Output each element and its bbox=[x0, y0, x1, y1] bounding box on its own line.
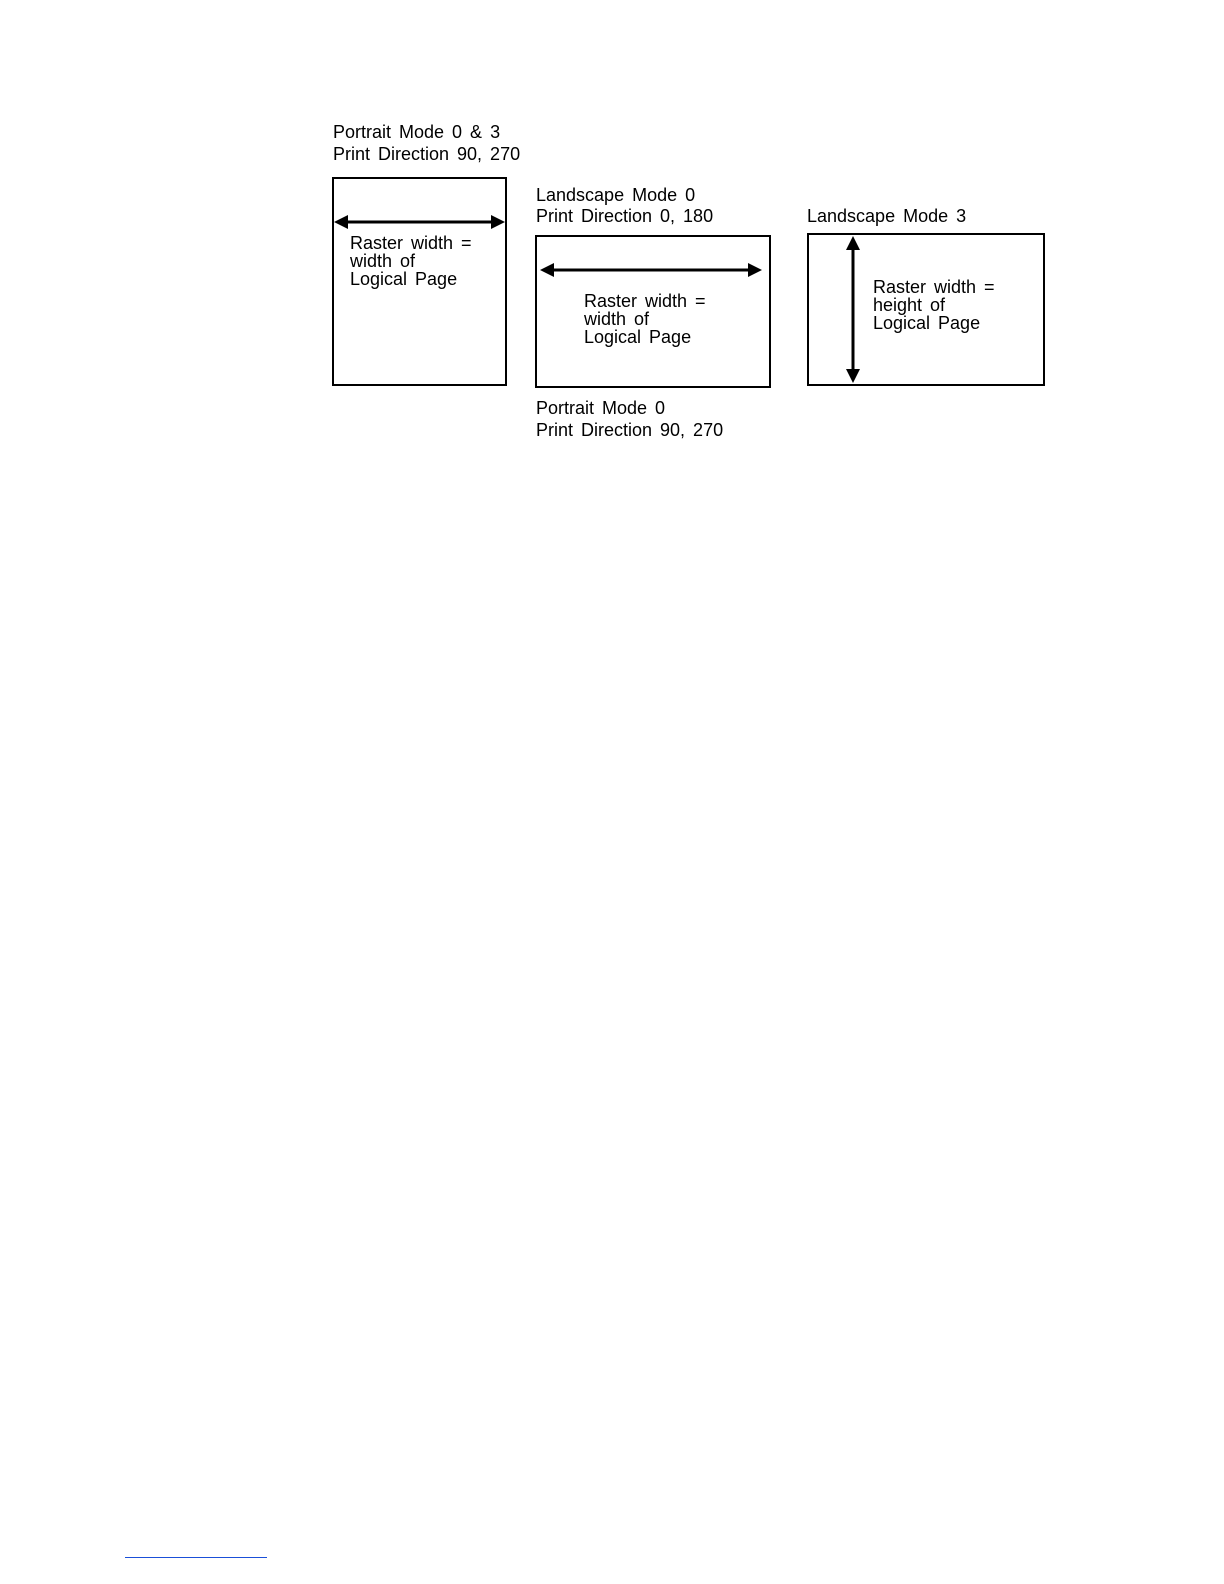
landscape3-text-line3: Logical Page bbox=[873, 313, 981, 333]
landscape0-title-line2: Print Direction 0, 180 bbox=[536, 206, 714, 226]
portrait-text-line3: Logical Page bbox=[350, 269, 458, 289]
landscape3-text-line2: height of bbox=[873, 295, 946, 315]
landscape3-title: Landscape Mode 3 bbox=[807, 206, 967, 226]
portrait-text-line1: Raster width = bbox=[350, 233, 472, 253]
landscape0-text-line1: Raster width = bbox=[584, 291, 706, 311]
footnote-separator-line bbox=[125, 1557, 267, 1558]
landscape0-text-line2: width of bbox=[584, 309, 650, 329]
landscape0-text-line3: Logical Page bbox=[584, 327, 692, 347]
vertical-double-arrow-icon bbox=[840, 233, 866, 386]
horizontal-double-arrow-icon bbox=[535, 258, 771, 282]
landscape0-title-line1: Landscape Mode 0 bbox=[536, 185, 696, 205]
landscape3-text-line1: Raster width = bbox=[873, 277, 995, 297]
landscape0-caption-line1: Portrait Mode 0 bbox=[536, 398, 666, 418]
portrait-title-line1: Portrait Mode 0 & 3 bbox=[333, 122, 501, 142]
horizontal-double-arrow-icon bbox=[332, 210, 507, 234]
landscape0-caption-line2: Print Direction 90, 270 bbox=[536, 420, 724, 440]
portrait-text-line2: width of bbox=[350, 251, 416, 271]
portrait-title-line2: Print Direction 90, 270 bbox=[333, 144, 521, 164]
